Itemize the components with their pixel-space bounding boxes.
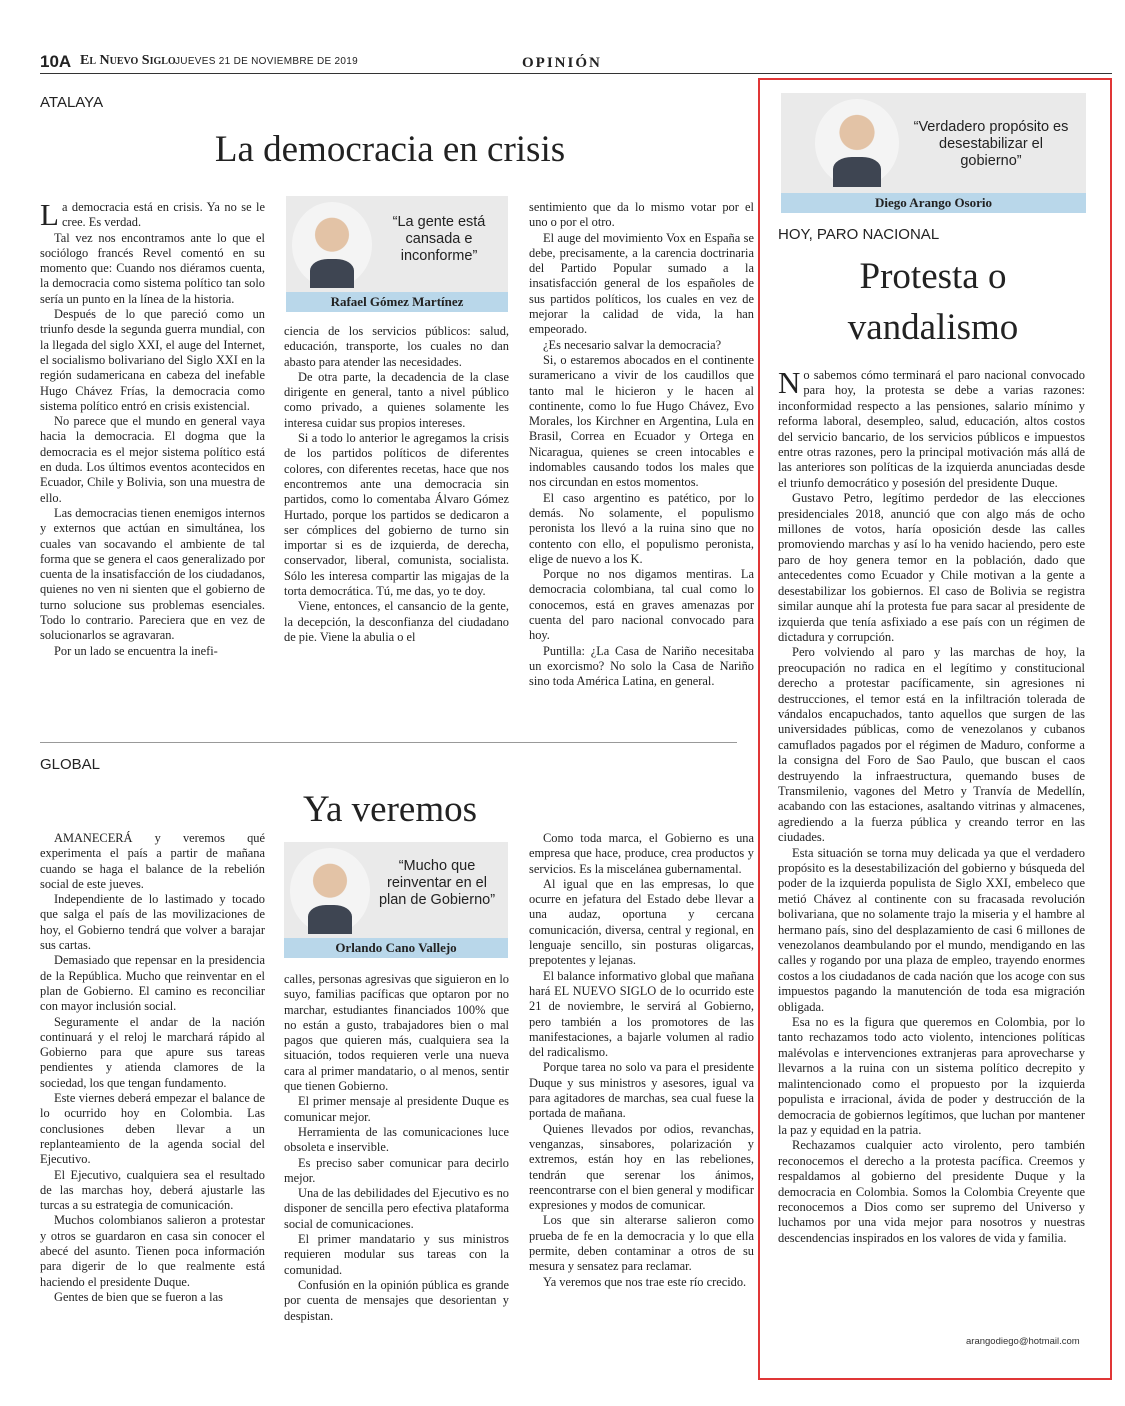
author-box-gomez bbox=[286, 196, 508, 312]
header-rule bbox=[40, 73, 1112, 74]
pull-quote: “Mucho que reinventar en el plan de Gobierno” bbox=[378, 858, 496, 908]
author-name: Rafael Gómez Martínez bbox=[286, 292, 508, 312]
article-column-1: La democracia está en crisis. Ya no se le cree. Es verdad. Tal vez nos encontramos ante lo que el sociólogo francés Revel comentó en su momento que: Cuando nos diéramos cuenta, la democracia como sistema político tan solo sería un punto en la línea de la historia. Después de lo que pareció como un triunfo desde la segunda guerra mundial, con la llegada del siglo XXI, el auge del Internet, el socialismo bolivariano del Siglo XXI en la región sudamericana en cabeza del inefable Hugo Chávez Frías, la democracia como sistema político entró en crisis existencial. No parece que el mundo en general vaya hacia la democracia. El dogma que la democracia es el mejor sistema político está en duda. Los últimos eventos acontecidos en Ecuador, Chile y Bolivia, son una muestra de ello. Las democracias tienen enemigos internos y externos que actúan en simultánea, los cuales van socavando el ambiente de tal forma que se genera el caos generalizado por cuenta de la insatisfacción de los ciudadanos, quienes no ven ni sienten que el gobierno de turno solucione sus problemas esenciales. Todo lo contrario. Pareciera que en vez de solucionarlos se agravaran. Por un lado se encuentra la inefi- bbox=[40, 200, 265, 658]
author-photo bbox=[290, 848, 370, 934]
newspaper-name: El Nuevo Siglo bbox=[80, 53, 176, 68]
author-box-cano bbox=[284, 842, 508, 958]
article-column-1: AMANECERÁ y veremos qué experimenta el país a partir de mañana cuando se haga el balance de la rebelión social de este jueves. Independiente de lo lastimado y tocado que salga el país de las movilizaciones de hoy, el Gobierno tendrá que volver a barajar sus cartas. Demasiado que repensar en la presidencia de la República. Mucho que reinventar en el plan de Gobierno. El camino es reconciliar con mayor inclusión social. Seguramente el andar de la nación continuará y el reloj le marchará rápido al Gobierno para que apure sus tareas pendientes y atienda clamores de la sociedad, los que tengan fundamento. Este viernes deberá empezar el balance de lo ocurrido hoy en Colombia. Las conclusiones deben llevar a un replanteamiento de la agenda social del Ejecutivo. El Ejecutivo, cualquiera sea el resultado de las marchas hoy, deberá ajustarle las turcas a su estrategia de comunicación. Muchos colombianos salieron a protestar y otros se guardaron en casa sin conocer el abecé del asunto. Tienen poca información para digerir de lo que realmente está haciendo el presidente Duque. Gentes de bien que se fueron a las bbox=[40, 831, 265, 1304]
article-title-atalaya: La democracia en crisis bbox=[214, 129, 566, 170]
article-column-3: sentimiento que da lo mismo votar por el uno o por el otro. El auge del movimiento Vox en España se debe, precisamente, a la carencia doctrinaria del Partido Popular sumado a la insatisfacción general de los españoles de sus partidos políticos, los cuales en vez de mejorar la calidad de vida, la han empeorado. ¿Es necesario salvar la democracia? Si, o estaremos abocados en el continente suramericano a vivir de los caudillos que tanto mal le hicieron y le hacen al continente, como lo fue Hugo Chávez, Evo Morales, los Kirchner en Argentina, Lula en Brasil, Correa en Ecuador y Ortega en Nicaragua, quienes se creen intocables e indomables causando todos los males que nos circundan en estos momentos. El caso argentino es patético, por lo demás. No solamente, el populismo peronista los llevó a la ruina sino que no contento con ello, el populismo peronista, elige de nuevo a los K. Porque no nos digamos mentiras. La democracia colombiana, tal cual como lo conocemos, está en graves amenazas por cuenta del paro nacional convocado para hoy. Puntilla: ¿La Casa de Nariño necesitaba un exorcismo? No solo la Casa de Nariño sino toda América Latina, en general. bbox=[529, 200, 754, 689]
author-name: Diego Arango Osorio bbox=[781, 193, 1086, 213]
article-title-line-2: vandalismo bbox=[847, 307, 1019, 348]
page-number: 10A bbox=[40, 52, 72, 71]
section-title: OPINIÓN bbox=[522, 55, 602, 71]
article-column-2: calles, personas agresivas que siguieron en lo suyo, familias pacíficas que optaron por no marchar, estudiantes financiados 100% que no están a gusto, trabajadores bien o mal pagos que quieren más, cualquiera sea la situación, todos requieren verle una nueva cara al primer mandatario, o al menos, sentir que tienen Gobierno. El primer mensaje al presidente Duque es comunicar mejor. Herramienta de las comunicaciones luce obsoleta e inservible. Es preciso saber comunicar para decirlo mejor. Una de las debilidades del Ejecutivo es no disponer de sencilla pero efectiva plataforma social de comunicaciones. El primer mandatario y sus ministros requieren modular sus tareas con la comunidad. Confusión en la opinión pública es grande por cuenta de mensajes que desorientan y despistan. bbox=[284, 972, 509, 1323]
column-label-global: GLOBAL bbox=[40, 756, 101, 773]
author-photo bbox=[292, 202, 372, 288]
article-body: No sabemos cómo terminará el paro nacional convocado para hoy, la protesta se debe a varias razones: inconformidad respecto a las pensiones, salario mínimo y reforma laboral, desempleo, salud, educación, altos costos del servicio bancario, de los servicios públicos e impuestos entre otras razones, pero la principal motivación más allá de las anteriores son políticas de la izquierda anunciadas desde el triunfo democrático y posesión del presidente Duque. Gustavo Petro, legítimo perdedor de las elecciones presidenciales 2018, anunció que con algo más de ocho millones de votos, haría oposición desde las calles promoviendo marchas y así lo ha venido haciendo, pero este paro de hoy genera temor en la población, dado que antecedentes como Ecuador y Chile motivan a la gente a desestabilizar los gobiernos. El caso de Bolivia se registra similar aunque ahí la protesta fue para sacar al presidente de izquierda que tenía asfixiado a ese país con un régimen de dictadura y corrupción. Pero volviendo al paro y las marchas de hoy, la preocupación no radica en el legítimo y constitucional derecho a protestar pacíficamente, sin agresiones ni destrucciones, el temor está en la infiltración tolerada de vándalos encapuchados, tanto aquellos que surgen de las universidades públicas, como de venezolanos y cubanos camuflados pagados por el régimen de Maduro, conforme a la consigna del Foro de Sao Paulo, que buscan el caos destruyendo la infraestructura, quemando buses de Transmilenio, vagones del Metro y Tranvía de Medellín, acabando con las estaciones, asaltando vitrinas y almacenes, agrediendo a la fuerza pública y creando terror en las ciudades. Esta situación se torna muy delicada ya que el verdadero propósito es la desestabilización del gobierno y búsqueda del poder de la izquierda populista de Siglo XXI, embeleco que metió Chávez al continente con su fracasada revolución bolivariana, que no solamente trajo la miseria y el hambre al hermano país, sino del desplazamiento de casi 6 millones de venezolanos deambulando por el mundo, mendigando en las calles y rogando por una plaza de empleo, trayendo enormes costos a los ciudadanos de cada nación que los acoge con sus impuestos pagando la manutención de toda esa migración obligada. Esa no es la figura que queremos en Colombia, por lo tanto rechazamos todo acto violento, intenciones políticas malévolas e intervenciones extranjeras para aprovecharse y llevarnos a la ruina con un sistema político decrepito y malintencionado como el propuesto por la izquierda populista e irracional, ávida de poder y destrucción de la democracia de gobiernos legítimos, que luchan por mantener la paz y equidad en la patria. Rechazamos cualquier acto virolento, pero también reconocemos el derecho a la protesta pacífica. Creemos y respaldamos al gobierno del presidente Duque y la democracia en Colombia. Somos la Colombia Creyente que reconocemos a Dios como ser supremo del Universo y luchamos por una vida mejor para nosotros y nuestras descendencias inspirados en los valores de vida y familia. bbox=[778, 368, 1085, 1245]
column-label-atalaya: ATALAYA bbox=[40, 94, 104, 111]
section-divider bbox=[40, 742, 737, 743]
kicker-label: HOY, PARO NACIONAL bbox=[778, 226, 940, 243]
article-title-global: Ya veremos bbox=[302, 789, 478, 830]
author-email: arangodiego@hotmail.com bbox=[966, 1336, 1080, 1347]
issue-date: JUEVES 21 DE NOVIEMBRE DE 2019 bbox=[175, 56, 358, 67]
article-title-line-1: Protesta o bbox=[859, 256, 1007, 297]
pull-quote: “La gente está cansada e inconforme” bbox=[392, 214, 486, 264]
article-column-2: ciencia de los servicios públicos: salud, educación, transporte, los cuales no dan abasto para atender las necesidades. De otra parte, la decadencia de la clase dirigente en general, tanto a nivel público como privado, a quienes solamente les interesa cuidar sus propios intereses. Si a todo lo anterior le agregamos la crisis de los partidos políticos de diferentes colores, con diferentes recetas, hace que nos encontremos ante una democracia sin partidos, como lo comentaba Álvaro Gómez Hurtado, porque los partidos se dedicaron a ser cómplices del gobierno de turno sin importar si es de izquierda, de derecha, conservador, liberal, comunista, socialista. Sólo les interesa compartir las migajas de la torta democrática. Tú, me das, yo te doy. Viene, entonces, el cansancio de la gente, la decepción, la desconfianza del ciudadano de pie. Viene la abulia o el bbox=[284, 324, 509, 644]
author-photo bbox=[815, 99, 899, 187]
author-box-arango bbox=[781, 93, 1086, 213]
pull-quote: “Verdadero propósito es desestabilizar el gobierno” bbox=[913, 119, 1069, 169]
author-name: Orlando Cano Vallejo bbox=[284, 938, 508, 958]
article-column-3: Como toda marca, el Gobierno es una empresa que hace, produce, crea productos y servicios. Es la miscelánea gubernamental. Al igual que en las empresas, lo que ocurre en jefatura del Estado debe llevar a una audaz, oportuna y cercana comunicación, diversa, central y regional, en lenguaje sencillo, sin posturas oligarcas, prepotentes y lejanas. El balance informativo global que mañana hará EL NUEVO SIGLO de lo ocurrido este 21 de noviembre, le servirá al Gobierno, pero también a los promotores de las manifestaciones, a bajarle volumen al radio del radicalismo. Porque tarea no solo va para el presidente Duque y sus ministros y asesores, igual va para agitadores de marchas, sea cual fuese la portada de mañana. Quienes llevados por odios, revanchas, venganzas, sinsabores, polarización y extremos, están hoy en las rebeliones, tendrán que serenar los ánimos, reencontrarse con el bien general y modificar expresiones y modos de comunicar. Los que sin alterarse salieron como prueba de fe en la democracia y lo que ella permite, deben contaminar a otros de su mesura y sensatez para reclamar. Ya veremos que nos trae este río crecido. bbox=[529, 831, 754, 1289]
